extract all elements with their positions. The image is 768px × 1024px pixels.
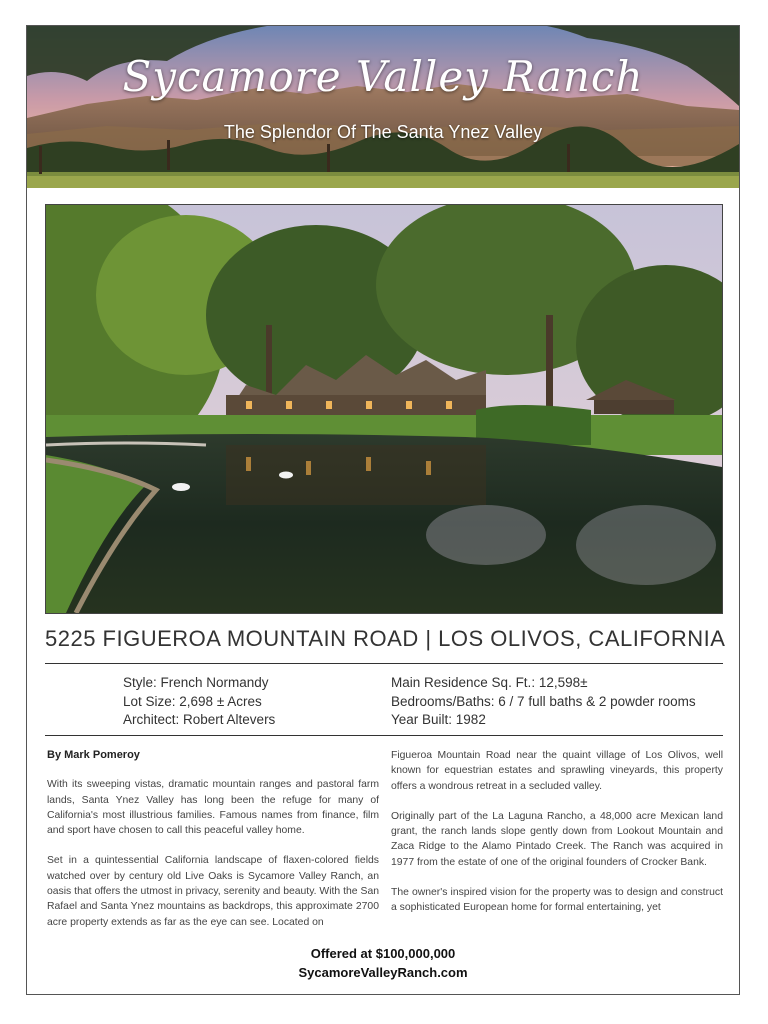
brochure-page	[26, 25, 740, 995]
ranch-tagline: The Splendor Of The Santa Ynez Valley	[223, 122, 543, 142]
article-paragraph: Figueroa Mountain Road near the quaint village of Los Olivos, well known for equestrian estates and sprawling vineyards, this property offers a wondrous retreat in a secluded valley.	[391, 750, 723, 792]
website-link[interactable]: SycamoreValleyRanch.com	[298, 965, 468, 980]
ranch-pond-image	[46, 205, 722, 613]
article-paragraph: Originally part of the La Laguna Rancho, a 48,000 acre Mexican land grant, the ranch lands slope gently down from Lookout Mountain and Zaca Ridge to the Alamo Pintado Creek. The Ranch was acquired in 1977 from the estate of one of the original founders of Crocker Bank.	[391, 810, 723, 868]
detail-style: Style: French Normandy	[123, 675, 269, 690]
detail-sqft: Main Residence Sq. Ft.: 12,598±	[391, 675, 588, 690]
property-address: 5225 FIGUEROA MOUNTAIN ROAD | LOS OLIVOS, CALIFORNIA	[45, 626, 726, 651]
offer-price: Offered at $100,000,000	[310, 946, 456, 961]
divider-top	[45, 663, 723, 664]
ranch-photo	[45, 204, 723, 614]
article-paragraph: With its sweeping vistas, dramatic mountain ranges and pastoral farm lands, Santa Ynez Valley has long been the refuge for many of California's most illustrious families. Famous names from finance, film and sport have chosen to call this peaceful valley home.	[47, 779, 379, 837]
article-byline: By Mark Pomeroy	[47, 749, 140, 761]
article-column-right	[391, 748, 723, 931]
details-right	[391, 674, 696, 730]
banner-landscape-image	[27, 26, 739, 188]
header-banner	[27, 26, 739, 188]
detail-year-built: Year Built: 1982	[391, 712, 486, 727]
article-paragraph: Set in a quintessential California landscape of flaxen-colored fields watched over by century old Live Oaks is Sycamore Valley Ranch, an oasis that offers the utmost in privacy, serenity and beauty. With the San Rafael and Santa Ynez mountains as backdrops, this approximate 2700 acre property extends as far as the eye can see. Located on	[47, 855, 379, 928]
detail-lot-size: Lot Size: 2,698 ± Acres	[123, 693, 262, 709]
divider-bottom	[45, 735, 723, 736]
article-paragraph: The owner's inspired vision for the property was to design and construct a sophisticated European home for formal entertaining, yet	[391, 887, 723, 914]
offer-block	[27, 944, 739, 982]
details-left	[123, 674, 275, 730]
detail-architect: Architect: Robert Altevers	[123, 712, 276, 727]
article-column-left	[47, 748, 379, 945]
ranch-name-title: Sycamore Valley Ranch	[122, 52, 644, 101]
detail-bedrooms-baths: Bedrooms/Baths: 6 / 7 full baths & 2 powder rooms	[391, 693, 696, 709]
